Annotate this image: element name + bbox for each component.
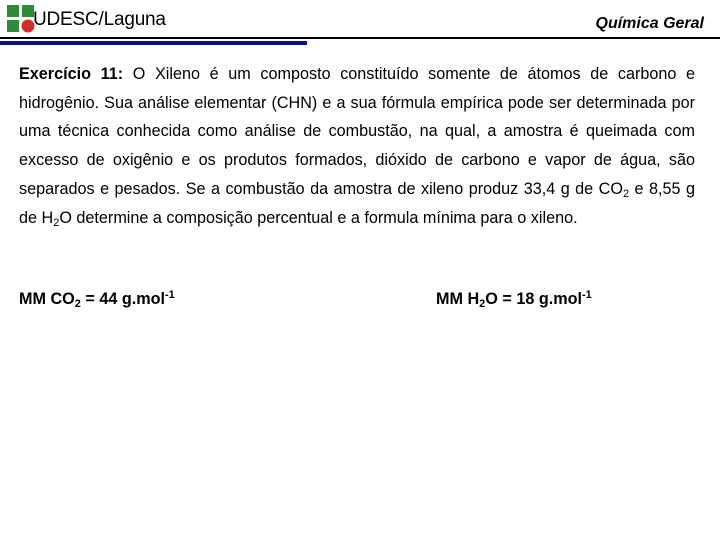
- subscript: 2: [53, 216, 60, 229]
- subscript: 2: [622, 187, 630, 200]
- exercise-title: Exercício 11:: [19, 65, 124, 83]
- header-accent-bar: [0, 41, 307, 45]
- slide-header: [0, 0, 720, 48]
- subscript: 2: [74, 298, 81, 310]
- exercise-statement: [19, 60, 695, 232]
- udesc-logo-icon: [6, 4, 36, 34]
- exercise-text: O determine a composição percentual e a formula mínima para o xileno.: [59, 208, 578, 227]
- mm-label: MM H: [436, 290, 480, 308]
- exercise-text: O Xileno é um composto constituído somente de átomos de carbono e hidrogênio. Sua análise elementar (CHN) e a sua fórmula empírica pode ser determinada por uma técnica conhecida como análise de combustão, na qual, a amostra é queimada com excesso de oxigênio e os produtos formados, dióxido de carbono e vapor de água, são separados e pesados. Se a combustão da amostra de xileno produz 33,4 g de CO: [19, 65, 695, 198]
- mm-value: O = 18 g.mol: [485, 290, 582, 308]
- mm-label: MM CO: [19, 290, 75, 308]
- molar-mass-co2: [19, 290, 175, 309]
- header-divider: [0, 37, 720, 39]
- subscript: 2: [479, 298, 486, 310]
- exercise-text: e 8,55 g de H: [19, 179, 695, 227]
- institution-name: UDESC/Laguna: [33, 9, 166, 30]
- mm-value: = 44 g.mol: [80, 290, 165, 308]
- course-title: Química Geral: [595, 15, 704, 32]
- molar-mass-h2o: [436, 290, 592, 309]
- superscript: -1: [582, 289, 592, 301]
- superscript: -1: [165, 289, 175, 301]
